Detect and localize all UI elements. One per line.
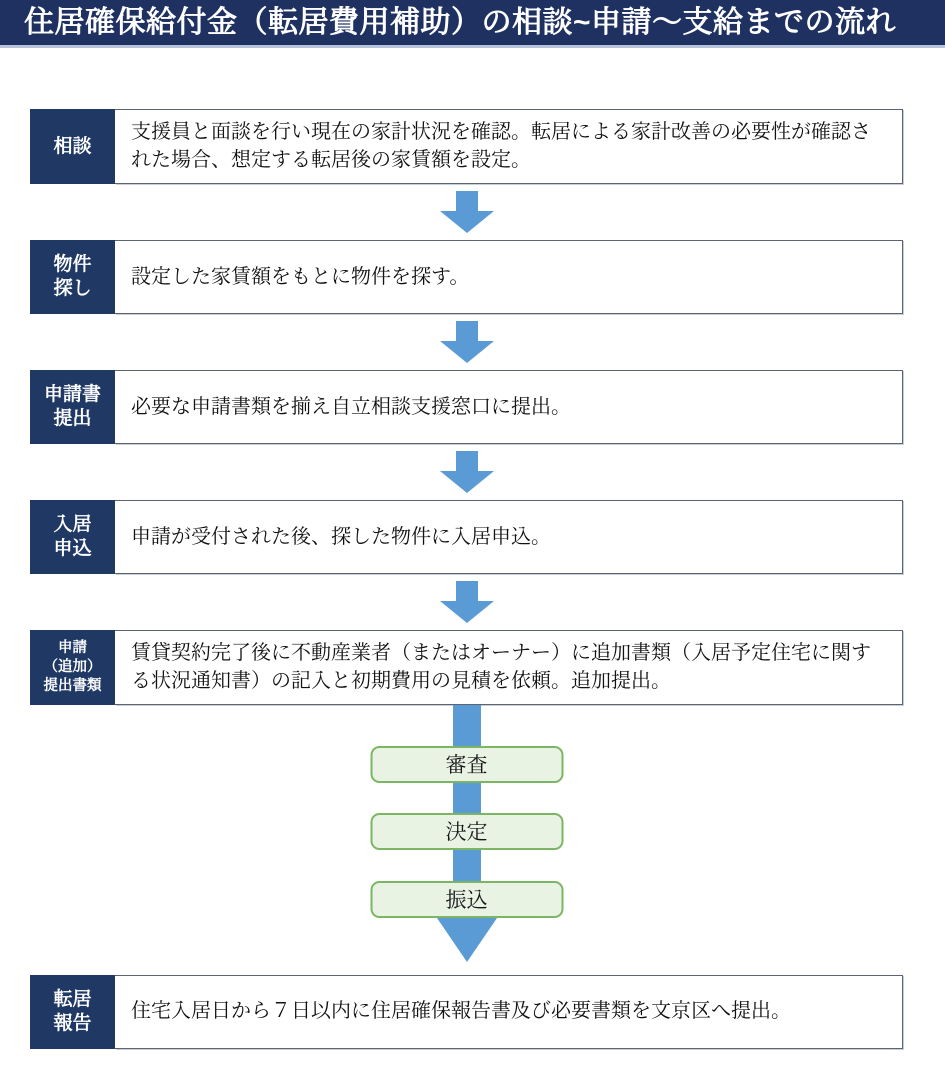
step-move-in-application-description <box>115 500 903 574</box>
step-additional-documents <box>30 630 903 705</box>
stage-transfer <box>370 881 563 918</box>
step-label-line: 相談 <box>53 135 92 157</box>
step-move-in-application-label <box>30 500 115 574</box>
step-additional-documents-description <box>115 630 903 705</box>
step-relocation-report-label <box>30 975 115 1049</box>
step-additional-documents-label <box>30 630 115 705</box>
down-arrow-icon <box>440 321 494 363</box>
down-arrow-icon <box>440 581 494 623</box>
stage-review <box>370 746 563 783</box>
step-property-search <box>30 240 903 314</box>
step-label-line: 申請書 <box>43 384 101 406</box>
step-label-line: 転居 <box>53 988 92 1010</box>
stage-decision <box>370 813 563 850</box>
stage-label: 振込 <box>445 889 488 913</box>
step-description-text: 賃貸契約完了後に不動産業者（またはオーナー）に追加書類（入居予定住宅に関する状況通知書）の記入と初期費用の見積を依頼。追加提出。 <box>131 641 871 693</box>
review-process-section <box>30 705 903 962</box>
flowchart <box>30 109 903 1049</box>
step-application-submission <box>30 370 903 444</box>
step-consultation <box>30 109 903 184</box>
step-move-in-application <box>30 500 903 574</box>
stage-label: 審査 <box>445 754 488 778</box>
step-consultation-description <box>115 109 903 184</box>
step-relocation-report-description <box>115 975 903 1049</box>
stage-label: 決定 <box>445 821 488 845</box>
step-application-submission-description <box>115 370 903 444</box>
down-arrowhead-icon <box>437 918 497 962</box>
step-description-text: 住宅入居日から７日以内に住居確保報告書及び必要書類を文京区へ提出。 <box>131 1000 791 1023</box>
step-description-text: 設定した家賃額をもとに物件を探す。 <box>131 265 470 288</box>
step-label-line: （追加） <box>43 658 102 675</box>
step-property-search-description <box>115 240 903 314</box>
step-label-line: 申請 <box>58 639 87 656</box>
down-arrow-icon <box>440 191 494 233</box>
step-property-search-label <box>30 240 115 314</box>
step-label-line: 申込 <box>53 537 92 559</box>
step-label-line: 提出書類 <box>43 677 102 694</box>
step-description-text: 必要な申請書類を揃え自立相談支援窓口に提出。 <box>131 395 571 418</box>
down-arrow-icon <box>440 451 494 493</box>
step-consultation-label <box>30 109 115 184</box>
page-title: 住居確保給付金（転居費用補助）の相談~申請～支給までの流れ <box>0 0 945 48</box>
step-application-submission-label <box>30 370 115 444</box>
step-label-line: 物件 <box>53 254 92 276</box>
step-label-line: 提出 <box>53 407 92 429</box>
step-label-line: 報告 <box>53 1012 92 1034</box>
step-label-line: 探し <box>53 277 92 299</box>
step-label-line: 入居 <box>53 514 92 536</box>
step-relocation-report <box>30 975 903 1049</box>
step-description-text: 支援員と面談を行い現在の家計状況を確認。転居による家計改善の必要性が確認された場合、想定する転居後の家賃額を設定。 <box>131 121 871 172</box>
step-description-text: 申請が受付された後、探した物件に入居申込。 <box>131 525 551 548</box>
